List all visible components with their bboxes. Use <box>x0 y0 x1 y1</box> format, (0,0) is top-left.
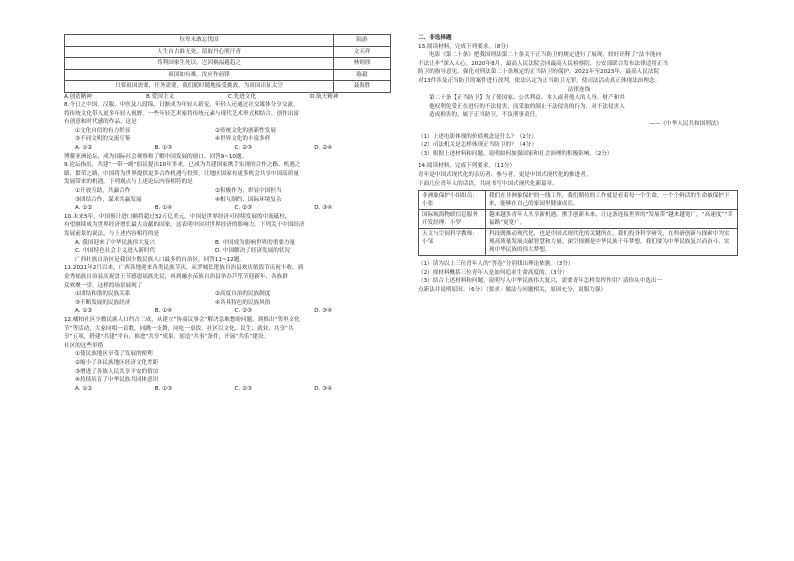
table-row <box>65 69 391 81</box>
option[interactable]: A. ①② <box>75 145 93 152</box>
question-text: 将传统文化带入更多年轻人视野。一些年轻艺术家将传统元素与现代艺术形式相结合，创作出富 <box>64 110 299 117</box>
youth-name-cell: 非洲象保护小组组员：小张 <box>419 191 486 210</box>
law-text: 造成损害的，属于正当防卫，不负刑事责任。 <box>429 112 541 119</box>
table-row <box>419 191 738 210</box>
statement: ④持续培育了中华民族共同体意识 <box>75 377 159 384</box>
sub-question: （3）根据上述材料和问题，说明如何加强国家和社会治理的积极影响。（2分） <box>418 150 613 157</box>
option[interactable]: B. ①④ <box>154 308 173 315</box>
option[interactable]: D. ②④ <box>314 145 333 152</box>
option[interactable]: A. ①② <box>75 308 93 315</box>
author-cell: 林则徐 <box>334 58 391 70</box>
table-row <box>65 35 391 47</box>
statement: ②高度自治的民族制度 <box>215 291 271 298</box>
q11-options <box>64 307 394 316</box>
table-row <box>65 46 391 58</box>
question-text: 享”五项，搭建“共建”平台，推进“共享”成果，创造“共事”条件，开展“共乐”建设。 <box>64 334 270 341</box>
poem-cell: 苟利国家生死以，岂因祸福避趋之 <box>65 58 334 70</box>
poem-table <box>64 34 391 93</box>
question-11 <box>64 264 394 316</box>
youth-quote-cell: 科技既推动现代化，也是中国式现代化的关键所在。我们投身科学研究，在科研创新与探索中为实现高质量发展贡献智慧和力量。深空探测是中华民族千年梦想，我们要为中华民族复兴而奋斗，实现中华民族的伟大梦想。 <box>486 229 738 256</box>
poem-cell: 只要祖国需要，任务需要，我们随时随地接受挑战，为祖国出征太空 <box>65 81 334 93</box>
question-text: 博鳌亚洲论坛，成为国际社会观察和了解中国发展的窗口。回答9~10题。 <box>64 153 248 160</box>
question-text: 8.今日之中国，汉服、中医及八段锦，日渐成为年轻人新宠。年轻人还通过社交媒体分享交流， <box>64 102 299 109</box>
poem-cell: 祖国如有难，汝应作前锋 <box>65 69 334 81</box>
option[interactable]: D. 中国解决了经济发展的状况 <box>215 248 290 255</box>
question-12 <box>64 316 394 393</box>
statement: ③团结合作，谋求共赢发展 <box>75 196 142 203</box>
question-text: 11.2021年2月以来，广西各地迎来各类民族节庆。从罗城仫佬族自治县欢庆依饭节庆祝丰收，到 <box>64 265 304 272</box>
material-text: 青年是中国式现代化的亲历者、参与者，更是中国式现代化的推进者。 <box>418 171 592 178</box>
statement-row <box>64 239 394 248</box>
statement-row <box>64 299 394 308</box>
q8-options <box>64 144 394 153</box>
question-text: 有创意和时代感的作品。这是 <box>64 119 137 126</box>
question-8 <box>64 101 394 161</box>
question-heading: 14.阅读材料，完成下列要求。（11分） <box>418 163 516 170</box>
sub-question: 点新法并说明原因。（6分）（要求：做法与问题相关，原因充分，说服力强） <box>418 286 607 293</box>
poem-cell: 人生自古谁无死，留取丹心照汗青 <box>65 46 334 58</box>
statement: ③增进了各族人民共享平安的情谊 <box>75 368 159 375</box>
author-cell: 文天祥 <box>334 46 391 58</box>
statement: ③不断发展的民族经济 <box>75 299 131 306</box>
option[interactable]: D.航天精神 <box>310 93 339 100</box>
option[interactable]: B. ①③ <box>154 385 173 392</box>
sub-question: （1）上述电影体现的价值观念是什么？（2分） <box>418 133 537 140</box>
youth-quote-cell: 越来越多青年人共享新机遇，携手创新未来，让这条连接世界的“发展带”越来越宽广，“高速度”“幸福路”更宽广。 <box>486 210 738 229</box>
option[interactable]: D. ③④ <box>314 205 333 212</box>
question-text: 路、繁荣之路，中国将为世界提供更多合作机遇与投资，让地区国家有更多机会共享中国高质量 <box>64 170 299 177</box>
option[interactable]: C. ②③ <box>234 385 252 392</box>
material-text: 对13件涉及正当防卫的案件进行改判，依法认定为正当防卫无罪，使司法活动真正体现法治理念。 <box>418 77 661 84</box>
section-title: 二、非选择题 <box>418 35 452 41</box>
youth-quote-cell: 我们在非洲象保护的一线工作，我们期待的工作就是看着每一个生命，一个个鲜活的生命被保护下来，能够在自己的家园里健康成长。 <box>486 191 738 210</box>
question-9 <box>64 161 394 213</box>
sub-question: （2）探材料概括三位青年人是如何追求生命高度的。（3分） <box>418 269 568 276</box>
youth-name-cell: 国际航海物联信息服务开发经理：小罗 <box>419 210 486 229</box>
option[interactable]: C. ②③ <box>234 205 252 212</box>
option[interactable]: A. ①② <box>75 385 93 392</box>
question-text: 发展前景的说法，与上述内容相符的是 <box>64 231 160 237</box>
youth-name-cell: 天文与空间科学教师：小邹 <box>419 229 486 256</box>
statement-row <box>64 127 394 136</box>
law-title: 法律连线 <box>567 86 591 93</box>
material-text: 下面几位青年人的话语，共同书写中国式现代化新篇章。 <box>418 180 558 187</box>
option[interactable]: C. ②③ <box>234 145 252 152</box>
statement: ②积极作为，彰显中国担当 <box>215 188 282 195</box>
statement: ④世界文化的丰富多样 <box>215 136 271 143</box>
statement: ④各具特色的民族风俗 <box>215 299 271 306</box>
statement-row <box>64 187 394 196</box>
option[interactable]: B. 中国成为影响世界的重要力量 <box>215 239 296 246</box>
sub-question: （2）司法机关是怎样体现正当防卫的？（4分） <box>418 142 537 149</box>
question-text: 12.橘柏社区少数民族人口约占三成，从建立“协商议事会”解决急难愁盼问题，到推出“邻里文化 <box>64 316 300 323</box>
left-column <box>64 34 394 393</box>
law-text: 第二十条【正当防卫】为了使国家、公共利益、本人或者他人的人身、财产和其 <box>429 95 625 102</box>
question-text: 节”等活动，大家同唱一首歌，同跳一支舞，同吃一桌饭。社区以文化、民生、就业、共享“共 <box>64 325 294 332</box>
option[interactable]: C. 中国特色社会主义进入新时代 <box>75 248 156 255</box>
option[interactable]: B. ①③ <box>154 145 173 152</box>
table-row <box>419 229 738 256</box>
question-text: 金秀瑶族自治县庆祝盘王节感恩瑶族先民，再到融水苗族自治县举办芦笙节迎新年，各族群 <box>64 273 288 280</box>
option[interactable]: B. ①④ <box>154 205 173 212</box>
table-row <box>419 210 738 229</box>
law-text: 他权利免受正在进行的不法侵害，而采取的制止不法侵害的行为，对不法侵害人 <box>429 103 625 110</box>
youth-table <box>418 190 738 256</box>
law-source: ——《中华人民共和国刑法》 <box>649 120 722 127</box>
question-text: 发展带来的机遇。下列观点与上述论坛内容相符的是 <box>64 179 193 186</box>
author-cell: 陆游 <box>334 35 391 47</box>
question-10 <box>64 213 394 265</box>
material-text: 电影《第二十条》把我国刑法第二十条关于正当防卫的规定进行了展现，较好诠释了“法不能向 <box>429 52 662 59</box>
statement: ①开放互助，共赢合作 <box>75 188 131 195</box>
sub-question: （3）结合上述材料和问题，说明写入中华民族伟大复兴，需要青年怎样发挥作用？请你从中选出一 <box>418 278 663 285</box>
question-text: 10.未来5年，中国预计进口额将超过32万亿美元。中国是世界经济可持续发展的中流砥柱， <box>64 213 291 220</box>
option[interactable]: A. ①② <box>75 205 93 212</box>
q12-options <box>64 385 394 394</box>
statement-row <box>64 247 394 256</box>
statement: ③不同文明的交流互鉴 <box>75 136 131 143</box>
right-column <box>418 34 740 294</box>
question-text: 有望继续成为世界经济增长最大贡献的国家。这表明中国对世界经济的影响力。下列关于中国经济 <box>64 222 305 229</box>
question-heading: 13.阅读材料，完成下列要求。（8分） <box>418 43 512 50</box>
sub-question: （1）请为以上三位青年人的“答卷”分别找出理论依据。（3分） <box>418 261 574 268</box>
option[interactable]: C.先进文化 <box>228 93 257 100</box>
option[interactable]: A.创造精神 <box>64 93 92 100</box>
option[interactable]: D. ③④ <box>314 385 333 392</box>
q9-options <box>64 204 394 213</box>
question-text: 众欢聚一堂。这样的场景展现了 <box>64 282 143 289</box>
statement: ①文化自信的有力彰显 <box>75 127 131 134</box>
table-row <box>65 58 391 70</box>
option[interactable]: D. ③④ <box>314 308 333 315</box>
option[interactable]: B.爱国主义 <box>146 93 174 100</box>
question-text: 9.论坛指出，共建“一带一路”倡议提出10年多来，已成为共建国家携手实现的合作之路、机遇之 <box>64 162 301 169</box>
statement: ②缩小了各民族地区经济文化差距 <box>75 359 159 366</box>
material-text: 防卫的指导意见，强化对刑法第二十条规定的正当防卫的保护。2021年至2023年，最高人民法院 <box>418 69 660 76</box>
statement-row <box>64 135 394 144</box>
option[interactable]: C. ②③ <box>234 308 252 315</box>
statement: ②传统文化的创新性发展 <box>215 127 276 134</box>
material-text: 不法让步”深入人心。2020年8月，最高人民法院会同最高人民检察院、公安部联合发布法律适用正当 <box>418 60 669 67</box>
question-text: 社区的这些举措 <box>64 342 104 349</box>
option[interactable]: A. 我国迎来了中华民族伟大复兴 <box>75 239 156 246</box>
statement-row <box>64 196 394 205</box>
author-cell: 陈毅 <box>334 69 391 81</box>
statement: ①使民族地区享受了发展的便利 <box>75 351 153 358</box>
statement: ④相互制约，国际环境复杂 <box>215 196 282 203</box>
q7-options <box>64 93 394 102</box>
statement-row <box>64 290 394 299</box>
poem-cell: 位卑未敢忘忧国 <box>65 35 334 47</box>
table-row <box>65 81 391 93</box>
statement: ①团结和谐的民族关系 <box>75 291 131 298</box>
question-text: 广西壮族自治区是我国少数民族人口最多的自治区。回答11~12题。 <box>75 256 245 263</box>
author-cell: 聂海胜 <box>334 81 391 93</box>
